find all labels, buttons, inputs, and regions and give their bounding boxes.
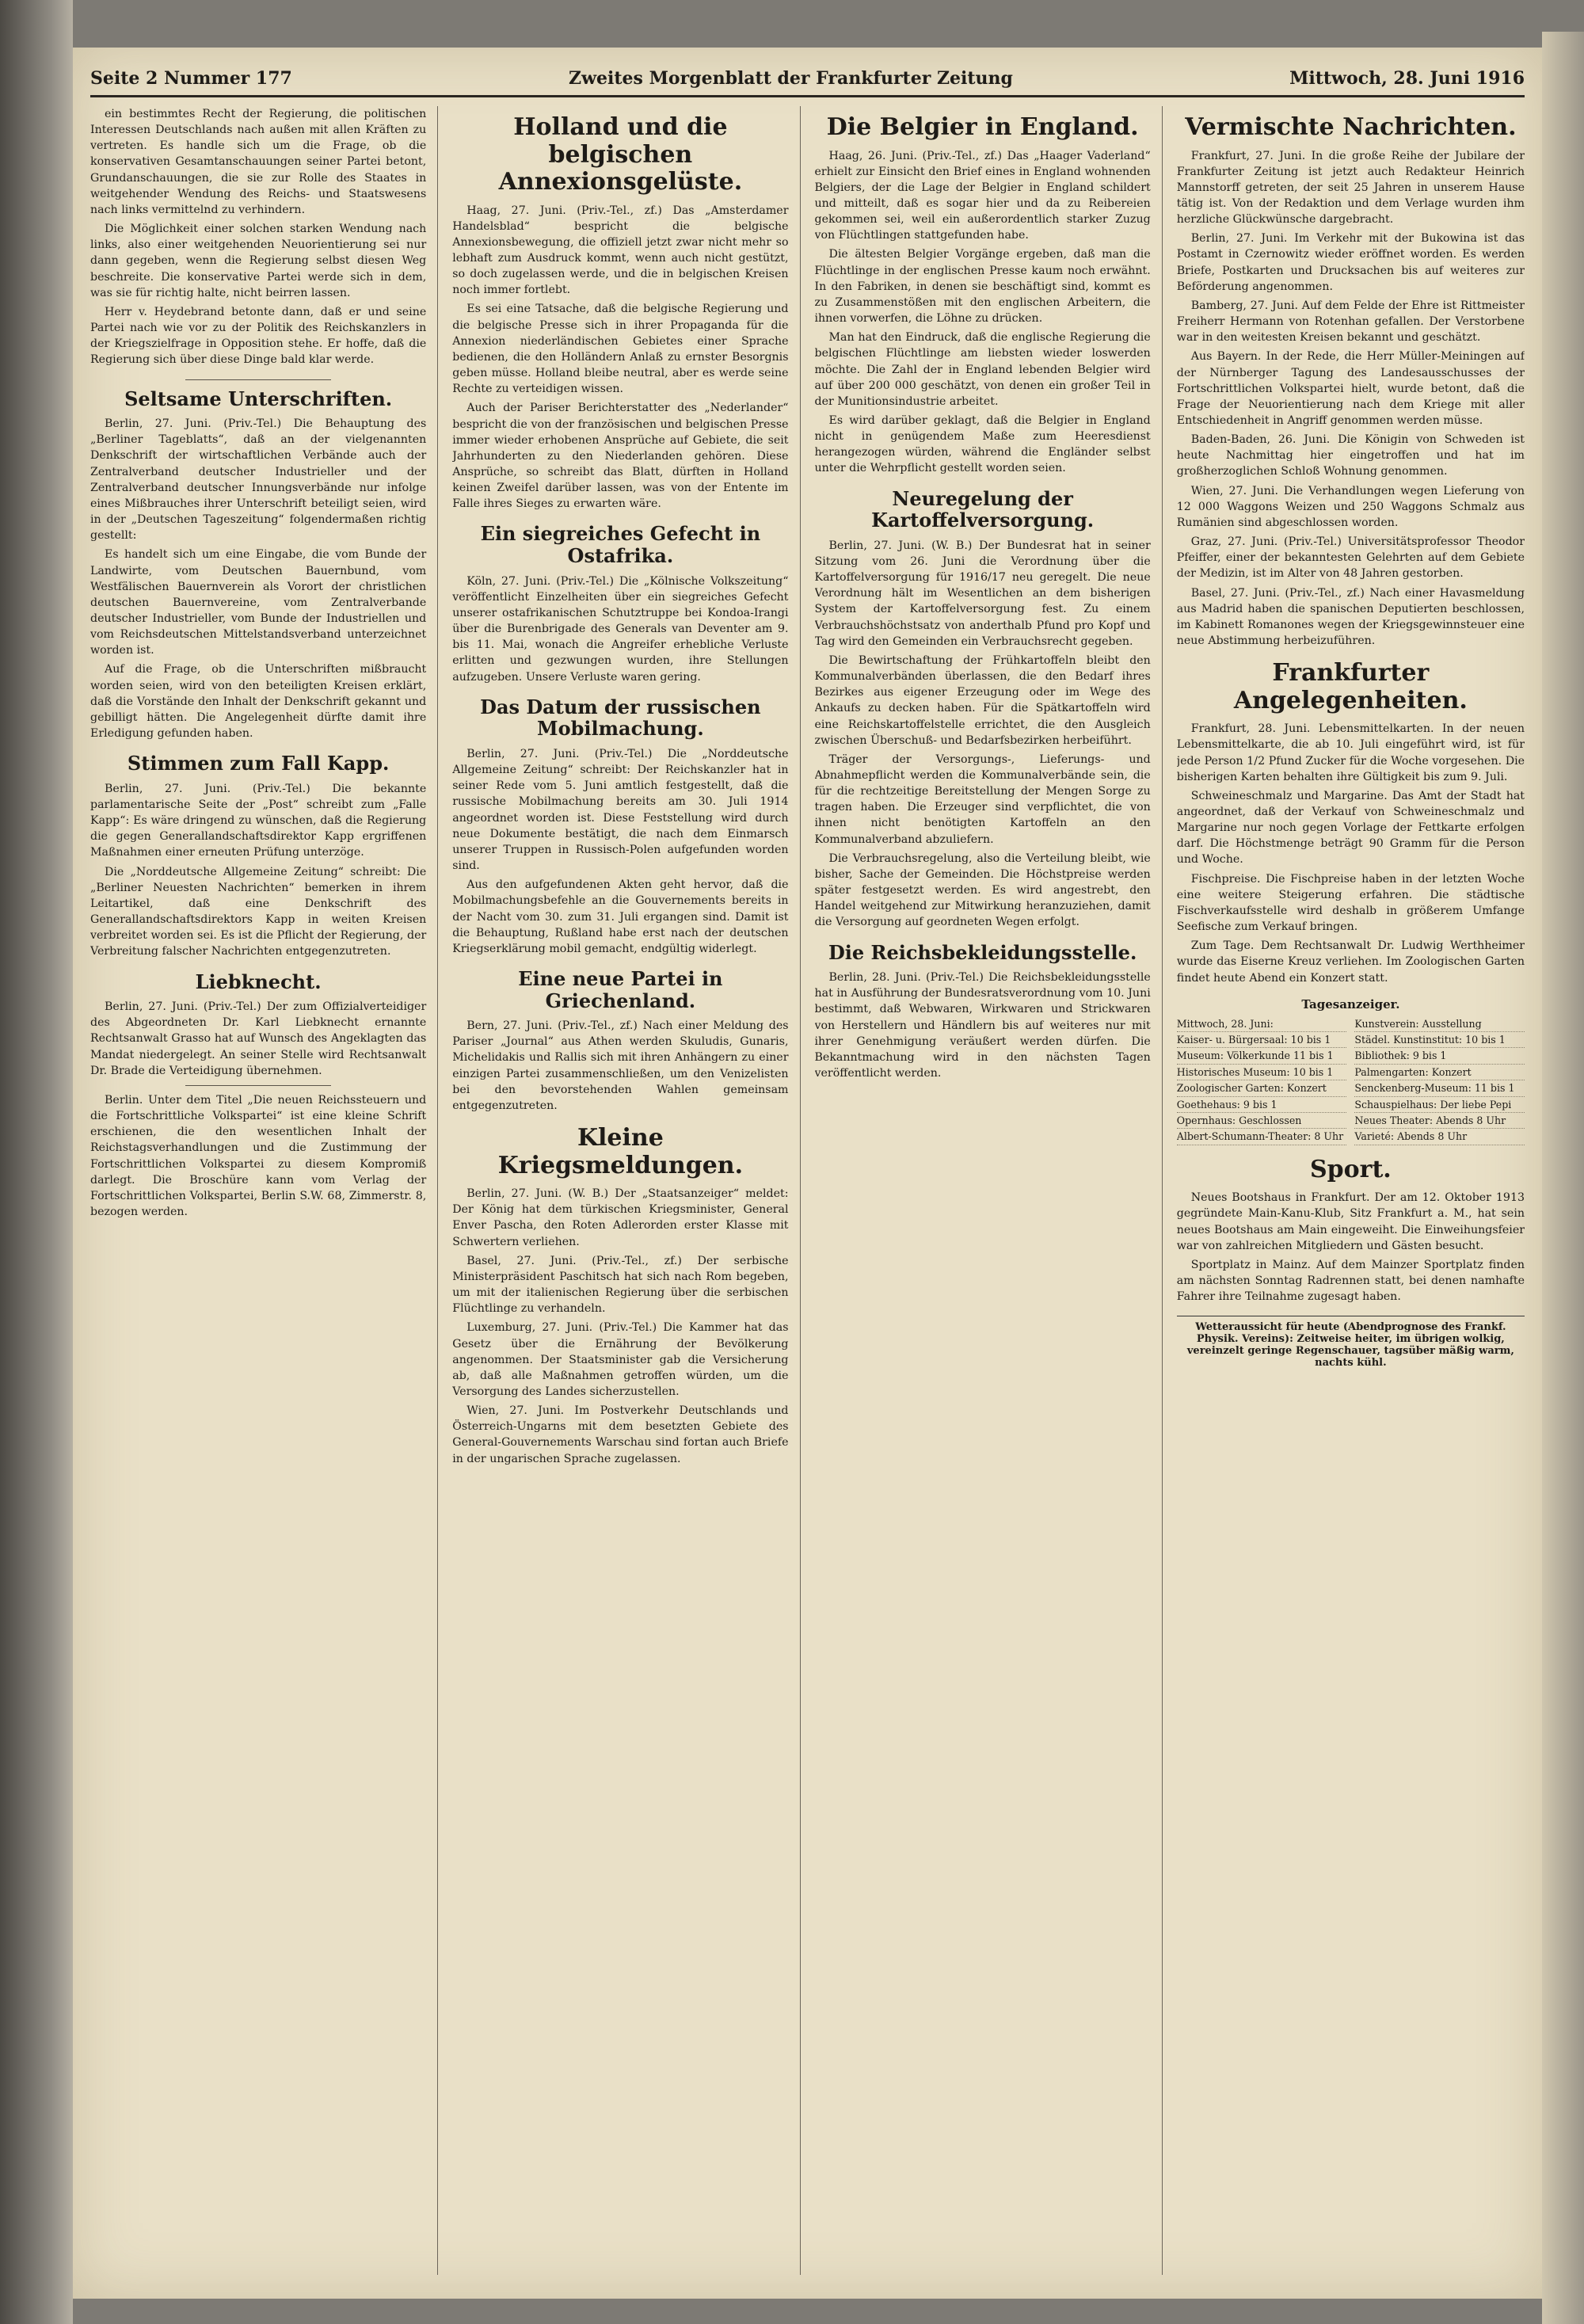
paragraph: Die Verbrauchsregelung, also die Verteilung bleibt, wie bisher, Sache der Gemeinden. Die Höchstpreise werden später festgesetzt werden. Es wird angestrebt, den Handel weitgehend zur Mitwirkung heranzuziehen, damit die Versorgung auf geordneten Wegen erfolgt. <box>814 851 1151 929</box>
article <box>452 523 788 684</box>
listing-cell: Opernhaus: Geschlossen <box>1177 1113 1347 1129</box>
listing-cell: Kunstverein: Ausstellung <box>1354 1016 1525 1032</box>
header-date: Mittwoch, 28. Juni 1916 <box>1289 68 1525 89</box>
paragraph: Es sei eine Tatsache, daß die belgische Regierung und die belgische Presse sich in ihrer Propaganda für die Annexion niederländischen Gebietes einer Sprache bedienen, die den Holländern Anlaß zu ernster Besorgnis geben müsse. Holland bleibe neutral, aber es werde seine Rechte zu verteidigen wissen. <box>452 303 789 396</box>
paragraph: Berlin, 28. Juni. (Priv.-Tel.) Die Reichsbekleidungsstelle hat in Ausführung der Bundesratsverordnung vom 10. Juni bestimmt, daß Webwaren, Wirkwaren und Strickwaren von Herstellern und Händlern bis auf weiteres nur mit ihrer Genehmigung veräußert werden dürfen. Die Bekanntmachung wird in den nächsten Tagen veröffentlicht werden. <box>814 971 1151 1080</box>
paragraph: Basel, 27. Juni. (Priv.-Tel., zf.) Der serbische Ministerpräsident Paschitsch hat sich nach Rom begeben, um mit der italienischen Regierung über die serbischen Flüchtlinge zu verhandeln. <box>452 1254 789 1316</box>
column-4 <box>1177 106 1525 2275</box>
listing-cell: Goethehaus: 9 bis 1 <box>1177 1097 1347 1113</box>
newspaper-page <box>73 48 1542 2299</box>
tagesanzeiger <box>1177 997 1525 1145</box>
article <box>815 488 1151 931</box>
article <box>815 114 1151 477</box>
paragraph: Baden-Baden, 26. Juni. Die Königin von Schweden ist heute Nachmittag hier eingetroffen und hat im großherzoglichen Schloß Wohnung genommen. <box>1176 433 1525 478</box>
article <box>1177 1156 1525 1305</box>
article-headline: Frankfurter Angelegenheiten. <box>1233 659 1468 714</box>
article-headline: Liebknecht. <box>195 970 322 993</box>
paragraph: Berlin, 27. Juni. (Priv.-Tel.) Die Behauptung des „Berliner Tageblatts“, daß an der vielgenannten Denkschrift der wirtschaftlichen Verbände auch der Zentralverband deutscher Industrieller und der Zentralverband deutscher Innungsverbände nur infolge eines Mißbrauches ihrer Unterschrift beteiligt seien, wird in der „Deutschen Tageszeitung“ folgendermaßen richtig gestellt: <box>90 417 427 543</box>
article-headline: Seltsame Unterschriften. <box>124 387 393 410</box>
paragraph: Berlin, 27. Juni. (W. B.) Der Bundesrat hat in seiner Sitzung vom 26. Juni die Verordnung über die Kartoffelversorgung für 1916/17 neu geregelt. Die neue Verordnung hält im Wesentlichen an dem bisherigen System der Kartoffelversorgung fest. Zu einem Verbrauchshöchstsatz von anderthalb Pfund pro Kopf und Tag wird den Gemeinden ein Verbrauchsrecht gegeben. <box>814 539 1151 648</box>
paragraph: Luxemburg, 27. Juni. (Priv.-Tel.) Die Kammer hat das Gesetz über die Ernährung der Bevölkerung angenommen. Der Staatsminister gab die Versicherung ab, daß alle Maßnahmen getroffen würden, um die Versorgung des Landes sicherzustellen. <box>452 1321 789 1398</box>
weather-notice: Wetteraussicht für heute (Abendprognose des Frankf. Physik. Vereins): Zeitweise heiter, im übrigen wolkig, vereinzelt geringe Regenschauer, tagsüber mäßig warm, nachts kühl. <box>1177 1316 1525 1369</box>
article <box>452 114 788 512</box>
article-headline: Holland und die belgischen Annexionsgelüste. <box>498 113 743 196</box>
paragraph: Bamberg, 27. Juni. Auf dem Felde der Ehre ist Rittmeister Freiherr Hermann von Rotenhan gefallen. Der Verstorbene war in den weitesten Kreisen bekannt und geschätzt. <box>1176 299 1525 345</box>
paragraph: Berlin, 27. Juni. (Priv.-Tel.) Die bekannte parlamentarische Seite der „Post“ schreibt zum „Falle Kapp“: Es wäre dringend zu wünschen, daß die Regierung die gegen Generallandschaftsdirektor Kapp ergriffenen Maßnahmen einer erneuten Prüfung unterzöge. <box>90 782 427 859</box>
article-headline: Die Reichsbekleidungsstelle. <box>828 940 1137 964</box>
listing-cell: Mittwoch, 28. Juni: <box>1177 1016 1347 1032</box>
paragraph: Die Bewirtschaftung der Frühkartoffeln bleibt den Kommunalverbänden überlassen, die den Bedarf ihres Bezirkes aus eigener Erzeugung oder im Wege des Ankaufs zu decken haben. Für die Spätkartoffeln wird eine Reichskartoffelstelle errichtet, die den Ausgleich zwischen Überschuß- und Bedarfsbezirken herbeiführt. <box>814 653 1151 747</box>
article-headline: Kleine Kriegsmeldungen. <box>497 1124 744 1179</box>
paragraph: Auf die Frage, ob die Unterschriften mißbraucht worden seien, wird von den beteiligten Kreisen erklärt, daß die Vorstände den Inhalt der Denkschrift gekannt und gebilligt hätten. Die Angelegenheit dürfte damit ihre Erledigung gefunden haben. <box>90 663 427 741</box>
article <box>90 971 426 1221</box>
paragraph: Zum Tage. Dem Rechtsanwalt Dr. Ludwig Werthheimer wurde das Eiserne Kreuz verliehen. Im Zoologischen Garten findet heute Abend ein Konzert statt. <box>1176 939 1525 985</box>
listing-cell: Senckenberg-Museum: 11 bis 1 <box>1354 1080 1525 1096</box>
article-headline: Neuregelung der Kartoffelversorgung. <box>871 486 1095 532</box>
paragraph: Auch der Pariser Berichterstatter des „Nederlander“ bespricht die von der französischen und belgischen Presse immer wieder erhobenen Ansprüche auf Gebiete, die seit Jahrhunderten zu den Niederlanden gehören. Diese Ansprüche, so schreibt das Blatt, dürften in Holland keinen Zweifel darüber lassen, was von der Entente im Falle ihres Sieges zu erwarten wäre. <box>452 402 789 511</box>
paragraph: ein bestimmtes Recht der Regierung, die politischen Interessen Deutschlands nach außen mit allen Kräften zu vertreten. Es handle sich um die Frage, ob die konservativen Gesamtanschauungen seiner Partei betont, Grundanschauungen, die sie zur Rolle des Staates in weitgehender Wendung des Reichs- und Staatswesens nach links vermittelnd zu verhindern. <box>90 108 427 216</box>
article-headline: Stimmen zum Fall Kapp. <box>127 752 390 775</box>
paragraph: Berlin. Unter dem Titel „Die neuen Reichssteuern und die Fortschrittliche Volkspartei“ ist eine kleine Schrift erschienen, die den wesentlichen Inhalt der Reichstagsverhandlungen und die Zustimmung der Fortschrittlichen Volkspartei zu diesem Kompromiß darlegt. Die Broschüre kann vom Verlag der Fortschrittlichen Volkspartei, Berlin S.W. 68, Zimmerstr. 8, bezogen werden. <box>90 1093 427 1218</box>
paragraph: Aus den aufgefundenen Akten geht hervor, daß die Mobilmachungsbefehle an die Gouvernements bereits in der Nacht vom 30. zum 31. Juli ergangen sind. Damit ist die Behauptung, Rußland habe erst nach der deutschen Kriegserklärung mobil gemacht, endgültig widerlegt. <box>452 878 789 955</box>
paragraph: Aus Bayern. In der Rede, die Herr Müller-Meiningen auf der Nürnberger Tagung des Landesausschusses der Fortschrittlichen Volkspartei hielt, wurde betont, daß die Frage der Neuorientierung nach dem Kriege mit aller Entschiedenheit in Angriff genommen werden müsse. <box>1176 350 1525 427</box>
article <box>1177 114 1525 649</box>
paragraph: Basel, 27. Juni. (Priv.-Tel., zf.) Nach einer Havasmeldung aus Madrid haben die spanischen Deputierten beschlossen, im Kabinett Romanones wegen der Kriegsgewinnsteuer eine neue Abstimmung herbeizuführen. <box>1176 586 1525 648</box>
paragraph: Fischpreise. Die Fischpreise haben in der letzten Woche eine weitere Steigerung erfahren. Die städtische Fischverkaufsstelle wird deshalb in größerem Umfange Seefische zum Verkauf bringen. <box>1176 872 1525 934</box>
paragraph: Die „Norddeutsche Allgemeine Zeitung“ schreibt: Die „Berliner Neuesten Nachrichten“ bemerken in ihrem Leitartikel, daß eine Denkschrift des Generallandschaftsdirektors Kapp in weiten Kreisen verbreitet worden sei. Es ist die Pflicht der Regierung, der Verbreitung falscher Nachrichten entgegenzutreten. <box>90 865 427 958</box>
article <box>1177 660 1525 986</box>
header-page-number: Seite 2 Nummer 177 <box>90 68 292 89</box>
listing-cell: Museum: Völkerkunde 11 bis 1 <box>1177 1048 1347 1064</box>
column-1 <box>90 106 438 2275</box>
article <box>452 1125 788 1467</box>
divider <box>185 379 331 380</box>
listing-cell: Neues Theater: Abends 8 Uhr <box>1354 1113 1525 1129</box>
article-headline: Sport. <box>1309 1155 1392 1183</box>
listing-cell: Kaiser- u. Bürgersaal: 10 bis 1 <box>1177 1032 1347 1048</box>
page-edge <box>1542 32 1584 2324</box>
header-masthead: Zweites Morgenblatt der Frankfurter Zeitung <box>569 68 1013 89</box>
article-headline: Eine neue Partei in Griechenland. <box>518 966 723 1012</box>
listing-cell: Palmengarten: Konzert <box>1354 1065 1525 1080</box>
listing-cell: Varieté: Abends 8 Uhr <box>1354 1129 1525 1145</box>
listing-table <box>1177 1016 1525 1145</box>
paragraph: Die Möglichkeit einer solchen starken Wendung nach links, also einer weitgehenden Neuorientierung sei nur dann gegeben, wenn die Regierung selbst diesen Weg beschreite. Die konservative Partei werde sich in dem, was sie für richtig halte, nicht beirren lassen. <box>90 223 427 299</box>
paragraph: Man hat den Eindruck, daß die englische Regierung die belgischen Flüchtlinge am liebsten wieder loswerden möchte. Die Zahl der in England lebenden Belgier wird auf über 200 000 geschätzt, von denen ein großer Teil in der Munitionsindustrie arbeitet. <box>814 331 1151 408</box>
paragraph: Die ältesten Belgier Vorgänge ergeben, daß man die Flüchtlinge in der englischen Presse kaum noch erwähnt. In den Fabriken, in denen sie beschäftigt sind, kommt es zu Zusammenstößen mit den englischen Arbeitern, die ihnen vorwerfen, die Löhne zu drücken. <box>814 248 1151 326</box>
article-headline: Die Belgier in England. <box>826 113 1139 141</box>
listing-heading: Tagesanzeiger. <box>1301 996 1400 1012</box>
paragraph: Berlin, 27. Juni. Im Verkehr mit der Bukowina ist das Postamt in Czernowitz wieder eröffnet worden. Es werden Briefe, Postkarten und Drucksachen bis auf weiteres zur Beförderung angenommen. <box>1176 232 1525 293</box>
paragraph: Graz, 27. Juni. (Priv.-Tel.) Universitätsprofessor Theodor Pfeiffer, einer der bekanntesten Gelehrten auf dem Gebiete der Medizin, ist im Alter von 48 Jahren gestorben. <box>1176 535 1525 581</box>
paragraph: Haag, 27. Juni. (Priv.-Tel., zf.) Das „Amsterdamer Handelsblad“ bespricht die belgische Annexionsbewegung, die offiziell jetzt zwar nicht mehr so lebhaft zum Ausdruck kommt, wenn auch nicht gestützt, so doch zugelassen werde, und die in belgischen Kreisen noch immer fortlebt. <box>452 204 789 297</box>
paragraph: Bern, 27. Juni. (Priv.-Tel., zf.) Nach einer Meldung des Pariser „Journal“ aus Athen werden Skuludis, Gunaris, Michelidakis und Rallis sich mit ihren Anhängern zu einer einzigen Partei zusammenschließen, um den Venizelisten bei den bevorstehenden Wahlen gemeinsam entgegenzutreten. <box>452 1019 789 1112</box>
article <box>452 968 788 1114</box>
paragraph: Sportplatz in Mainz. Auf dem Mainzer Sportplatz finden am nächsten Sonntag Radrennen statt, bei denen namhafte Fahrer ihre Teilnahme zugesagt haben. <box>1176 1258 1525 1304</box>
page-header <box>90 62 1525 97</box>
paragraph: Es handelt sich um eine Eingabe, die vom Bunde der Landwirte, vom Deutschen Bauernbund, vom Westfälischen Bauernverein als Vorort der christlichen deutschen Bauernvereine, vom Zentralverbande deutscher Industrieller, vom Bunde der Industriellen und vom Reichsdeutschen Mittelstandsverband unterzeichnet worden ist. <box>90 548 427 657</box>
listing-cell: Bibliothek: 9 bis 1 <box>1354 1048 1525 1064</box>
column-2 <box>452 106 800 2275</box>
article-headline: Ein siegreiches Gefecht in Ostafrika. <box>480 522 761 568</box>
listing-cell: Albert-Schumann-Theater: 8 Uhr <box>1177 1129 1347 1145</box>
article-headline: Das Datum der russischen Mobilmachung. <box>480 695 761 741</box>
paragraph: Köln, 27. Juni. (Priv.-Tel.) Die „Kölnische Volkszeitung“ veröffentlicht Einzelheiten über ein siegreiches Gefecht unserer ostafrikanischen Schutztruppe bei Kondoa-Irangi über die Burenbrigade des Generals van Deventer am 9. bis 11. Mai, wonach die Angreifer erhebliche Verluste erlitten und gezwungen wurden, ihre Stellungen aufzugeben. Unsere Verluste waren gering. <box>452 574 789 684</box>
paragraph: Berlin, 27. Juni. (Priv.-Tel.) Der zum Offizialverteidiger des Abgeordneten Dr. Karl Liebknecht ernannte Rechtsanwalt Grasso hat auf Wunsch des Angeklagten das Mandat niedergelegt. An seiner Stelle wird Rechtsanwalt Dr. Brade die Verteidigung übernehmen. <box>90 1000 427 1077</box>
paragraph: Herr v. Heydebrand betonte dann, daß er und seine Partei nach wie vor zu der Politik des Reichskanzlers in der Kriegszielfrage in Opposition stehe. Er hoffe, daß die Regierung sich über diese Dinge bald klar werde. <box>90 305 427 367</box>
listing-cell: Historisches Museum: 10 bis 1 <box>1177 1065 1347 1080</box>
article <box>90 752 426 959</box>
listing-cell: Zoologischer Garten: Konzert <box>1177 1080 1347 1096</box>
paragraph: Berlin, 27. Juni. (W. B.) Der „Staatsanzeiger“ meldet: Der König hat dem türkischen Kriegsminister, General Enver Pascha, den Roten Adlerorden erster Klasse mit Schwertern verliehen. <box>452 1187 789 1248</box>
article <box>452 696 788 957</box>
paragraph: Schweineschmalz und Margarine. Das Amt der Stadt hat angeordnet, daß der Verkauf von Schweineschmalz und Margarine nur noch gegen Vorlage der Fettkarte erfolgen darf. Die Höchstmenge beträgt 90 Gramm für die Person und Woche. <box>1176 789 1525 867</box>
article <box>90 388 426 742</box>
paragraph: Wien, 27. Juni. Im Postverkehr Deutschlands und Österreich-Ungarns mit dem besetzten Gebiete des General-Gouvernements Warschau sind fortan auch Briefe in der ungarischen Sprache zugelassen. <box>452 1404 789 1465</box>
paragraph: Frankfurt, 27. Juni. In die große Reihe der Jubilare der Frankfurter Zeitung ist jetzt auch Redakteur Heinrich Mannstorff getreten, der seit 25 Jahren in unserem Hause tätig ist. Von der Redaktion und dem Verlage wurden ihm herzliche Glückwünsche dargebracht. <box>1176 149 1525 227</box>
article-lead <box>90 106 426 368</box>
book-spine <box>0 0 73 2324</box>
listing-cell: Schauspielhaus: Der liebe Pepi <box>1354 1097 1525 1113</box>
paragraph: Wien, 27. Juni. Die Verhandlungen wegen Lieferung von 12 000 Waggons Weizen und 250 Waggons Schmalz aus Rumänien sind abgeschlossen worden. <box>1176 484 1525 529</box>
paragraph: Berlin, 27. Juni. (Priv.-Tel.) Die „Norddeutsche Allgemeine Zeitung“ schreibt: Der Reichskanzler hat in seiner Rede vom 5. Juni amtlich festgestellt, daß die russische Mobilmachung bereits am 30. Juli 1914 angeordnet worden ist. Diese Feststellung wird durch neue Dokumente bestätigt, die nach dem Einmarsch unserer Truppen in Russisch-Polen aufgefunden worden sind. <box>452 747 789 873</box>
paragraph: Frankfurt, 28. Juni. Lebensmittelkarten. In der neuen Lebensmittelkarte, die ab 10. Juli eingeführt wird, ist für jede Person 1/2 Pfund Zucker für die Woche vorgesehen. Die bisherigen Karten behalten ihre Gültigkeit bis zum 9. Juli. <box>1176 722 1525 783</box>
paragraph: Haag, 26. Juni. (Priv.-Tel., zf.) Das „Haager Vaderland“ erhielt zur Einsicht den Brief eines in England wohnenden Belgiers, der die Lage der Belgier in England schildert und mitteilt, daß es sogar hier und da zu Reibereien gekommen sei, weil ein außerordentlich starker Zuzug von Flüchtlingen stattgefunden habe. <box>814 149 1151 242</box>
columns <box>90 106 1525 2275</box>
article-headline: Vermischte Nachrichten. <box>1185 113 1517 141</box>
article <box>815 942 1151 1082</box>
listing-cell: Städel. Kunstinstitut: 10 bis 1 <box>1354 1032 1525 1048</box>
paragraph: Träger der Versorgungs-, Lieferungs- und Abnahmepflicht werden die Kommunalverbände sein, die für die rechtzeitige Bereitstellung der Mengen Sorge zu tragen haben. Die Erzeuger sind verpflichtet, die von ihnen nicht benötigten Kartoffeln an den Kommunalverband abzuliefern. <box>814 752 1151 846</box>
paragraph: Neues Bootshaus in Frankfurt. Der am 12. Oktober 1913 gegründete Main-Kanu-Klub, Sitz Frankfurt a. M., hat sein neues Bootshaus am Main eingeweiht. Die Einweihungsfeier war von zahlreichen Mitgliedern und Gästen besucht. <box>1176 1191 1525 1252</box>
divider <box>185 1085 331 1086</box>
column-3 <box>815 106 1163 2275</box>
paragraph: Es wird darüber geklagt, daß die Belgier in England nicht in genügendem Maße zum Heeresdienst herangezogen würden, während die Engländer selbst unter die Wehrpflicht gestellt worden seien. <box>814 414 1151 475</box>
